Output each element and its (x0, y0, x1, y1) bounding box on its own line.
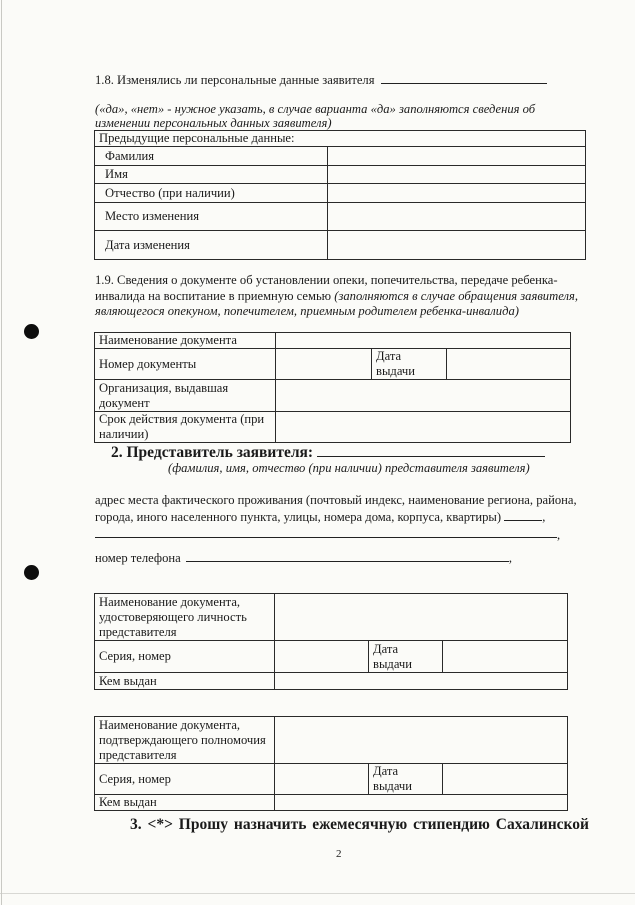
hint-1-8-line2: изменении персональных данных заявителя) (95, 116, 332, 130)
id-series-field[interactable] (275, 641, 369, 673)
auth-doc-label-line3: представителя (99, 747, 177, 762)
id-issued-by-label: Кем выдан (95, 673, 275, 690)
auth-doc-field[interactable] (275, 717, 568, 764)
section-1-9-line2-text: инвалида на воспитание в приемную семью (95, 289, 335, 303)
answer-1-8-field[interactable] (381, 71, 547, 84)
previous-data-header: Предыдущие персональные данные: (95, 131, 586, 147)
scan-line (0, 893, 635, 894)
auth-issued-by-label: Кем выдан (95, 795, 275, 811)
section-3-heading (130, 816, 589, 834)
phone-label: номер телефона (95, 551, 181, 565)
validity-field[interactable] (276, 412, 571, 443)
table-row (95, 203, 586, 231)
org-field[interactable] (276, 380, 571, 412)
table-row (95, 333, 571, 349)
id-doc-field[interactable] (275, 594, 568, 641)
address-label-line2: города, иного населенного пункта, улицы, номера дома, корпуса, квартиры) , (95, 510, 546, 524)
address-field-inline[interactable] (504, 508, 542, 521)
row-label-patronymic: Отчество (при наличии) (95, 184, 328, 203)
identity-document-table (94, 593, 568, 690)
address-label-line1: адрес места фактического проживания (почтовый индекс, наименование региона, района, (95, 493, 577, 507)
id-doc-label (95, 594, 275, 641)
table-row (95, 717, 568, 764)
section-3-title (130, 816, 589, 834)
doc-number-field[interactable] (276, 349, 372, 380)
table-row (95, 231, 586, 260)
section-1-9-line3: являющегося опекуном, попечителем, приемным родителем ребенка-инвалида) (95, 304, 519, 318)
id-issue-date-field[interactable] (443, 641, 568, 673)
org-label-line2: документ (99, 395, 150, 410)
name-field[interactable] (328, 166, 586, 184)
table-row (95, 594, 568, 641)
table-row (95, 184, 586, 203)
id-doc-label-line2: удостоверяющего личность (99, 609, 247, 624)
doc-number-label: Номер документы (95, 349, 276, 380)
previous-data-table (94, 130, 586, 260)
table-row (95, 673, 568, 690)
section-2-title-text: 2. Представитель заявителя: (111, 444, 314, 461)
phone-field[interactable] (186, 549, 509, 562)
auth-issued-by-field[interactable] (275, 795, 568, 811)
table-row (95, 147, 586, 166)
section-1-9-line2-hint: (заполняются в случае обращения заявителя, (334, 289, 578, 303)
hint-1-8-line1: («да», «нет» - нужное указать, в случае варианта «да» заполняются сведения об (95, 102, 536, 116)
auth-issue-date-label: Дата выдачи (369, 764, 443, 795)
table-row (95, 380, 571, 412)
table-row (95, 795, 568, 811)
auth-doc-label-line1: Наименование документа, (99, 717, 241, 732)
change-date-field[interactable] (328, 231, 586, 260)
issue-date-label: Дата выдачи (372, 349, 447, 380)
auth-doc-label-line2: подтверждающего полномочия (99, 732, 266, 747)
section-2-hint: (фамилия, имя, отчество (при наличии) представителя заявителя) (168, 461, 530, 475)
address-comma: , (557, 528, 561, 542)
id-doc-label-line3: представителя (99, 624, 177, 639)
scan-edge (1, 0, 2, 905)
org-label-line1: Организация, выдавшая (99, 380, 229, 395)
address-label-line2-text: города, иного населенного пункта, улицы, номера дома, корпуса, квартиры) (95, 510, 502, 524)
representative-name-field[interactable] (317, 443, 545, 457)
address-field[interactable] (95, 537, 557, 538)
doc-name-field[interactable] (276, 333, 571, 349)
auth-series-field[interactable] (275, 764, 369, 795)
page-number: 2 (336, 848, 342, 860)
id-issue-date-label-line1: Дата (373, 641, 399, 656)
issue-date-field[interactable] (447, 349, 571, 380)
row-label-change-place: Место изменения (95, 203, 328, 231)
punch-hole (24, 324, 39, 339)
validity-label-line2: наличии) (99, 427, 149, 441)
table-row (95, 412, 571, 443)
id-series-label: Серия, номер (95, 641, 275, 673)
change-place-field[interactable] (328, 203, 586, 231)
row-label-name: Имя (95, 166, 328, 184)
auth-doc-label (95, 717, 275, 764)
validity-label-line1: Срок действия документа (при (99, 412, 265, 426)
patronymic-field[interactable] (328, 184, 586, 203)
id-issue-date-label (369, 641, 443, 673)
phone-row: номер телефона , (95, 551, 513, 565)
section-1-9-line2 (95, 288, 578, 304)
row-label-surname: Фамилия (95, 147, 328, 166)
id-doc-label-line1: Наименование документа, (99, 594, 241, 609)
auth-issue-date-field[interactable] (443, 764, 568, 795)
question-1-8-text: 1.8. Изменялись ли персональные данные заявителя (95, 73, 375, 87)
auth-series-label: Серия, номер (95, 764, 275, 795)
section-3-text: Прошу назначить ежемесячную стипендию Сахалинской (178, 816, 589, 833)
row-label-change-date: Дата изменения (95, 231, 328, 260)
custody-document-table (94, 332, 571, 443)
org-label (95, 380, 276, 412)
section-3-number: 3. <*> (130, 816, 173, 833)
surname-field[interactable] (328, 147, 586, 166)
id-issue-date-label-line2: выдачи (373, 656, 412, 671)
table-row (95, 349, 571, 380)
doc-name-label: Наименование документа (95, 333, 276, 349)
table-row (95, 641, 568, 673)
punch-hole (24, 565, 39, 580)
question-1-8 (95, 71, 547, 88)
table-row (95, 166, 586, 184)
authority-document-table (94, 716, 568, 811)
table-row (95, 764, 568, 795)
section-1-9-line1: 1.9. Сведения о документе об установлении опеки, попечительства, передаче ребенка- (95, 273, 558, 287)
validity-label (95, 412, 276, 443)
id-issued-by-field[interactable] (275, 673, 568, 690)
